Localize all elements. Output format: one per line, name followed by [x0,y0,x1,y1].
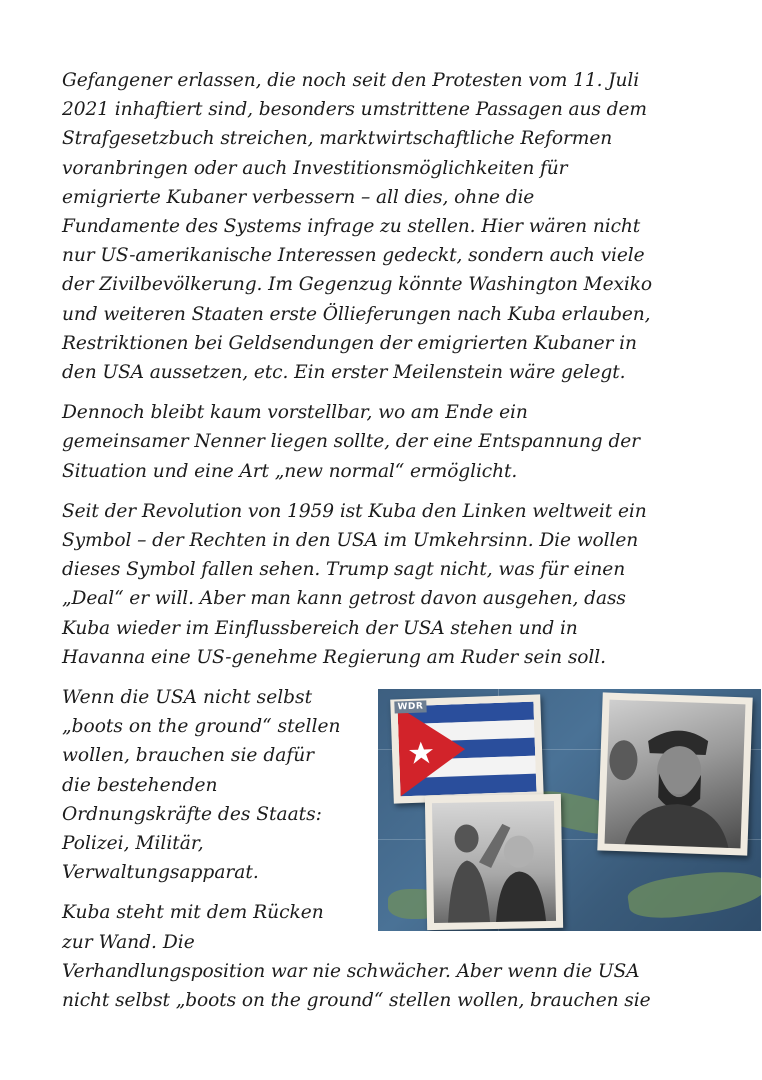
text-line: Fundamente des Systems infrage zu stellen. Hier wären nicht [62,216,641,238]
text-line: voranbringen oder auch Investitionsmöglichkeiten für [62,157,568,179]
text-line: nicht selbst „boots on the ground“ stellen wollen, brauchen sie [62,990,651,1012]
handshake-figures-icon [432,801,556,923]
text-line: Situation und eine Art „new normal“ ermöglicht. [62,460,518,482]
paragraph-4-continuation [62,957,722,1015]
text-line: Dennoch bleibt kaum vorstellbar, wo am Ende ein [62,402,528,424]
text-line: Ordnungskräfte des Staats: [62,803,322,825]
text-line: 2021 inhaftiert sind, besonders umstrittene Passagen aus dem [62,99,647,121]
handshake-photo [425,794,563,930]
side-paragraph-1 [62,683,372,887]
document-page [62,66,722,1056]
text-line: gemeinsamer Nenner liegen sollte, der eine Entspannung der [62,431,640,453]
text-line: die bestehenden [62,774,218,796]
cuban-flag [397,702,536,797]
cuban-flag-icon [397,702,536,797]
figure-text-block [62,683,722,957]
text-line: nur US-amerikanische Interessen gedeckt, sondern auch viele [62,245,645,267]
text-line: Kuba steht mit dem Rücken [62,902,324,924]
cuba-collage-image [378,689,761,931]
broadcaster-logo: WDR [394,700,426,713]
text-line: „boots on the ground“ stellen [62,716,341,738]
text-line: Verwaltungsapparat. [62,862,259,884]
text-line: Restriktionen bei Geldsendungen der emigrierten Kubaner in [62,332,637,354]
text-line: der Zivilbevölkerung. Im Gegenzug könnte Washington Mexiko [62,274,652,296]
text-line: Havanna eine US-genehme Regierung am Ruder sein soll. [62,646,606,668]
text-line: wollen, brauchen sie dafür [62,745,315,767]
paragraph-2 [62,398,722,486]
paragraph-1 [62,66,722,387]
text-line: Polizei, Militär, [62,833,204,855]
text-line: und weiteren Staaten erste Öllieferungen nach Kuba erlauben, [62,303,651,325]
map-landmass [626,865,761,924]
text-line: Verhandlungsposition war nie schwächer. Aber wenn die USA [62,960,640,982]
flag-photo [390,694,544,803]
side-paragraph-2 [62,898,372,956]
text-line: Kuba wieder im Einflussbereich der USA stehen und in [62,617,578,639]
portrait-figure-icon [605,700,746,849]
portrait-photo [597,692,752,855]
text-line: Strafgesetzbuch streichen, marktwirtschaftliche Reformen [62,128,613,150]
text-line: dieses Symbol fallen sehen. Trump sagt nicht, was für einen [62,559,626,581]
text-line: Gefangener erlassen, die noch seit den Protesten vom 11. Juli [62,70,640,91]
text-line: emigrierte Kubaner verbessern – all dies, ohne die [62,186,535,208]
paragraph-3 [62,497,722,672]
text-line: zur Wand. Die [62,931,195,953]
text-line: Symbol – der Rechten in den USA im Umkehrsinn. Die wollen [62,530,639,552]
text-line: Seit der Revolution von 1959 ist Kuba den Linken weltweit ein [62,500,647,522]
side-text-column [62,683,372,957]
handshake-image [432,801,556,923]
text-line: „Deal“ er will. Aber man kann getrost davon ausgehen, dass [62,588,626,610]
text-line: den USA aussetzen, etc. Ein erster Meilenstein wäre gelegt. [62,362,626,384]
text-line: Wenn die USA nicht selbst [62,687,313,709]
portrait-image [605,700,746,849]
